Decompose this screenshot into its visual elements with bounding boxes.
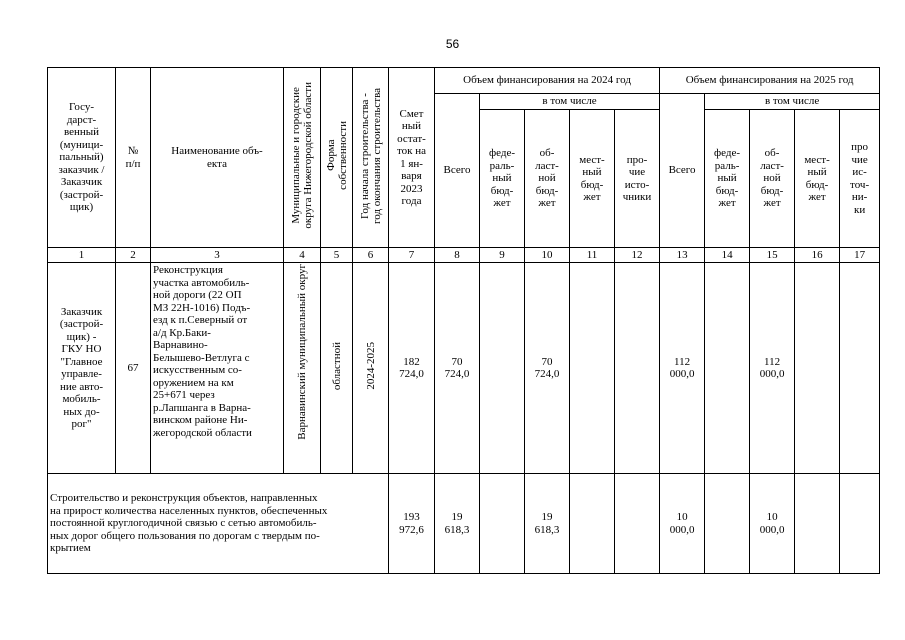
column-number: 1: [48, 248, 116, 263]
column-number: 3: [151, 248, 284, 263]
column-number-row: [48, 248, 880, 263]
header-customer: Госу- дарст- венный (муници- пальный) заказчик / Заказчик (застрой- щик): [48, 68, 116, 248]
summary-label: Строительство и реконструкция объектов, направленных на прирост количества населенных пунктов, обеспеченных постоянной круглогодичной связью с сетью автомобиль- ных дорог общего пользования по дорогам с твердым по- крытием: [48, 474, 389, 574]
column-number: 16: [795, 248, 840, 263]
row-federal-2024: [480, 263, 525, 474]
header-other-2025: про чие ис- точ- ни- ки: [840, 110, 880, 248]
header-regional-2024: об- ласт- ной бюд- жет: [525, 110, 570, 248]
header-years: Год начала строительства - год окончания строительства: [358, 87, 383, 224]
column-number: 9: [480, 248, 525, 263]
table-row-object-67: [48, 263, 880, 474]
header-local-2024: мест- ный бюд- жет: [570, 110, 615, 248]
header-municipal-cell: [284, 68, 321, 248]
row-ownership-cell: [321, 263, 353, 474]
column-number: 13: [660, 248, 705, 263]
header-including-2024: в том числе: [480, 94, 660, 110]
table-row-summary: [48, 474, 880, 574]
header-regional-2025: об- ласт- ной бюд- жет: [750, 110, 795, 248]
summary-other-2025: [840, 474, 880, 574]
row-other-2024: [615, 263, 660, 474]
header-ownership: Форма собственности: [324, 121, 349, 191]
column-number: 7: [389, 248, 435, 263]
summary-total-2024: 19 618,3: [435, 474, 480, 574]
column-number: 2: [116, 248, 151, 263]
header-object-name: Наименование объ- екта: [151, 68, 284, 248]
row-total-2025: 112 000,0: [660, 263, 705, 474]
header-federal-2025: феде- раль- ный бюд- жет: [705, 110, 750, 248]
header-federal-2024: феде- раль- ный бюд- жет: [480, 110, 525, 248]
row-years: 2024-2025: [364, 342, 377, 391]
row-num: 67: [116, 263, 151, 474]
summary-regional-2024: 19 618,3: [525, 474, 570, 574]
row-ownership: областной: [330, 342, 343, 391]
page-number: 56: [445, 37, 460, 51]
header-total-2025: Всего: [660, 94, 705, 248]
header-local-2025: мест- ный бюд- жет: [795, 110, 840, 248]
summary-local-2024: [570, 474, 615, 574]
row-local-2024: [570, 263, 615, 474]
row-customer: Заказчик (застрой- щик) - ГКУ НО "Главное управле- ние авто- мобиль- ных до- рог": [48, 263, 116, 474]
column-number: 4: [284, 248, 321, 263]
summary-federal-2025: [705, 474, 750, 574]
summary-federal-2024: [480, 474, 525, 574]
column-number: 6: [353, 248, 389, 263]
header-municipal: Муниципальные и городские округа Нижегородской области: [290, 82, 314, 230]
row-federal-2025: [705, 263, 750, 474]
row-years-cell: [353, 263, 389, 474]
column-number: 12: [615, 248, 660, 263]
row-regional-2025: 112 000,0: [750, 263, 795, 474]
header-ownership-cell: [321, 68, 353, 248]
financing-table: [47, 67, 880, 574]
header-total-2024: Всего: [435, 94, 480, 248]
header-years-cell: [353, 68, 389, 248]
column-number: 10: [525, 248, 570, 263]
column-number: 15: [750, 248, 795, 263]
summary-total-2025: 10 000,0: [660, 474, 705, 574]
row-remaining: 182 724,0: [389, 263, 435, 474]
column-number: 14: [705, 248, 750, 263]
summary-remaining: 193 972,6: [389, 474, 435, 574]
header-including-2025: в том числе: [705, 94, 880, 110]
row-regional-2024: 70 724,0: [525, 263, 570, 474]
column-number: 17: [840, 248, 880, 263]
header-row-1: [48, 68, 880, 94]
row-local-2025: [795, 263, 840, 474]
row-other-2025: [840, 263, 880, 474]
row-municipal-cell: [284, 263, 321, 474]
header-other-2024: про- чие исто- чники: [615, 110, 660, 248]
summary-local-2025: [795, 474, 840, 574]
header-fin-2024: Объем финансирования на 2024 год: [435, 68, 660, 94]
row-total-2024: 70 724,0: [435, 263, 480, 474]
column-number: 5: [321, 248, 353, 263]
header-remaining: Смет ный остат- ток на 1 ян- варя 2023 года: [389, 68, 435, 248]
row-municipal: Варнавинский муниципальный округ: [296, 264, 308, 440]
summary-regional-2025: 10 000,0: [750, 474, 795, 574]
column-number: 11: [570, 248, 615, 263]
summary-other-2024: [615, 474, 660, 574]
column-number: 8: [435, 248, 480, 263]
header-fin-2025: Объем финансирования на 2025 год: [660, 68, 880, 94]
row-object-name: Реконструкция участка автомобиль- ной дороги (22 ОП МЗ 22Н-1016) Подъ- езд к п.Северный от а/д Кр.Баки- Варнавино- Белышево-Ветлуга с искусственным со- оружением на км 25+671 через р.Лапшанга в Варна- винском районе Ни- жегородской области: [151, 263, 284, 474]
header-num: № п/п: [116, 68, 151, 248]
